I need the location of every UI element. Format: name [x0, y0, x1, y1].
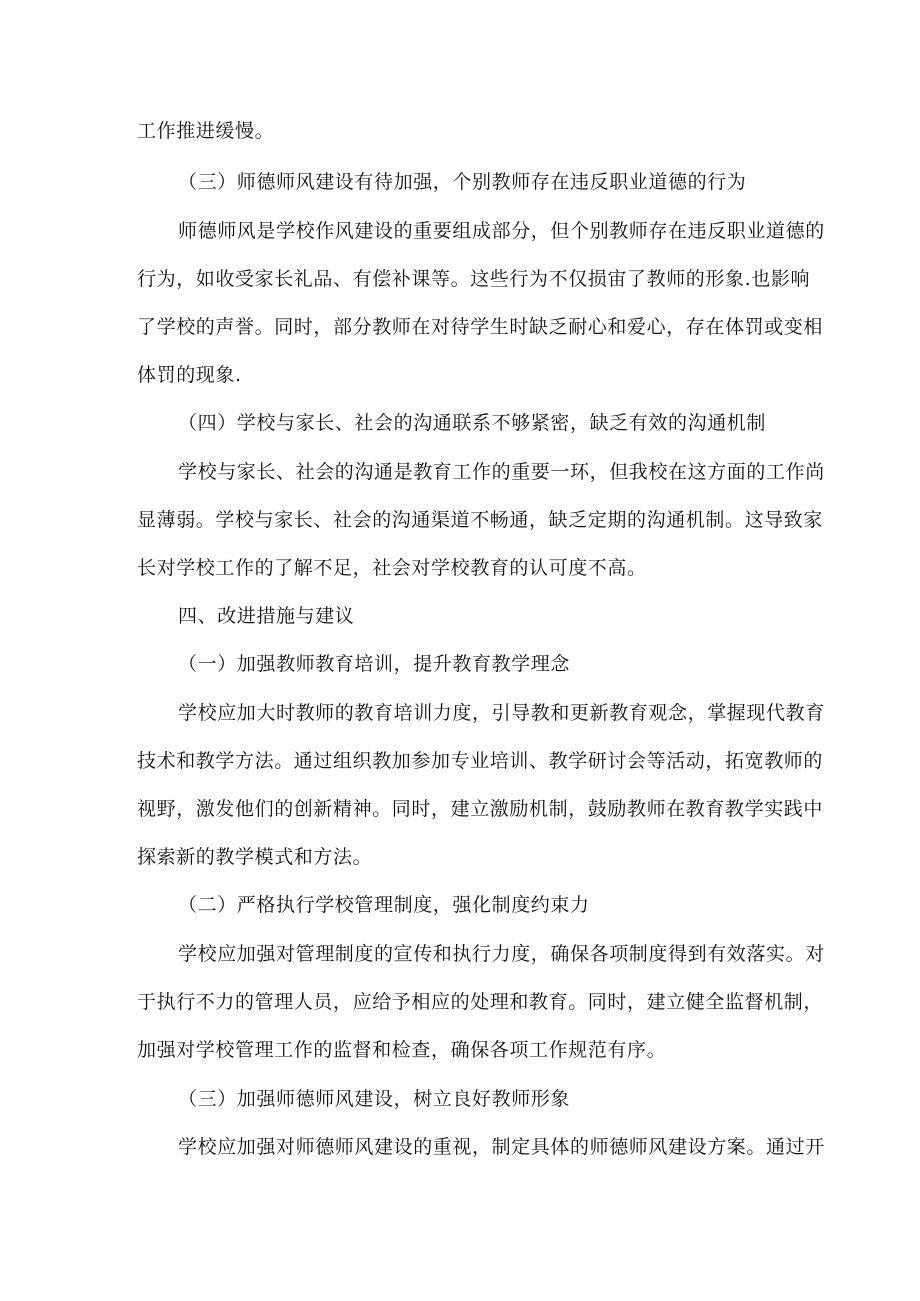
- paragraph-line: 体罚的现象.: [137, 364, 242, 386]
- paragraph-line: 长对学校工作的了解不足，社会对学校教育的认可度不高。: [137, 557, 647, 579]
- paragraph-line: 学校应加大时教师的教育培训力度，引导教和更新教育观念，掌握现代教育: [178, 702, 825, 724]
- paragraph-line: 技术和教学方法。通过组织教加参加专业培训、教学研讨会等活动，拓宽教师的: [137, 750, 824, 772]
- paragraph-line: 探索新的教学模式和方法。: [137, 846, 373, 868]
- subsection-heading-3: （三）加强师德师风建设，树立良好教师形象: [178, 1088, 571, 1110]
- section-heading-4: （四）学校与家长、社会的沟通联系不够紧密，缺乏有效的沟通机制: [178, 412, 767, 434]
- paragraph-line: 工作推进缓慢。: [137, 120, 275, 142]
- paragraph-line: 加强对学校管理工作的监督和检查，确保各项工作规范有序。: [137, 1039, 667, 1061]
- paragraph-line: 显薄弱。学校与家长、社会的沟通渠道不畅通，缺乏定期的沟通机制。这导致家: [137, 509, 824, 531]
- subsection-heading-1: （一）加强教师教育培训，提升教育教学理念: [178, 653, 571, 675]
- paragraph-line: 师德师风是学校作风建设的重要组成部分，但个别教师存在违反职业道德的: [178, 220, 825, 242]
- paragraph-line: 学校应加强对管理制度的宣传和执行力度，确保各项制度得到有效落实。对: [178, 943, 825, 965]
- section-heading-3: （三）师德师风建设有待加强，个别教师存在违反职业道德的行为: [178, 171, 747, 193]
- paragraph-line: 学校应加强对师德师风建设的重视，制定具体的师德师风建设方案。通过开: [178, 1136, 825, 1158]
- subsection-heading-2: （二）严格执行学校管理制度，强化制度约束力: [178, 894, 590, 916]
- paragraph-line: 学校与家长、社会的沟通是教育工作的重要一环，但我校在这方面的工作尚: [178, 461, 825, 483]
- paragraph-line: 于执行不力的管理人员，应给予相应的处理和教育。同时，建立健全监督机制，: [137, 991, 824, 1013]
- paragraph-line: 视野，激发他们的创新精神。同时，建立激励机制，鼓励教师在教育教学实践中: [137, 798, 824, 820]
- paragraph-line: 行为，如收受家长礼品、有偿补课等。这些行为不仅损宙了教师的形象.也影响: [137, 268, 811, 290]
- paragraph-line: 了学校的声誉。同时，部分教师在对待学生时缺乏耐心和爱心，存在体罚或变相: [137, 316, 824, 338]
- chapter-heading: 四、改进措施与建议: [178, 605, 355, 627]
